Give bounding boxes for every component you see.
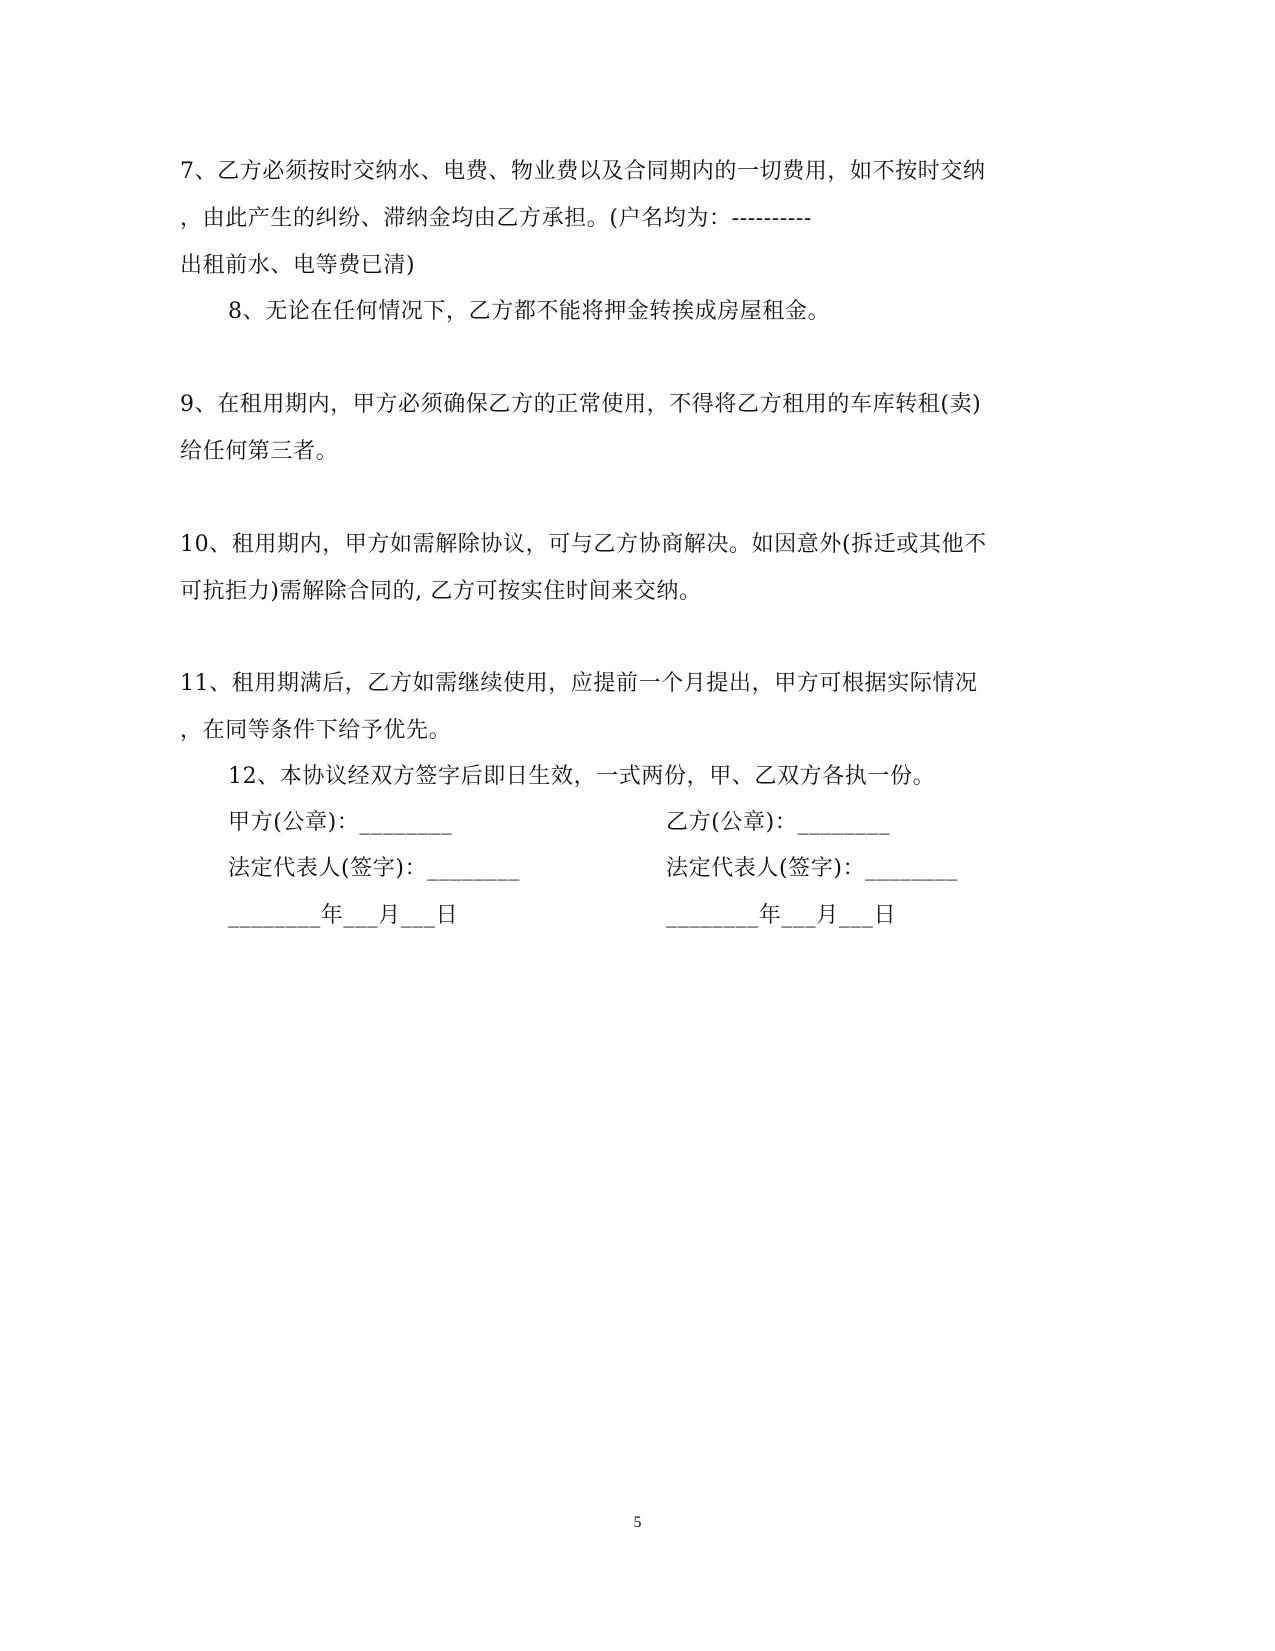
clause-7-line-3: 出租前水、电等费已清)	[180, 253, 416, 278]
party-b-date: ________年___月___日	[666, 903, 897, 928]
clause-11-line-1: 11、租用期满后，乙方如需继续使用，应提前一个月提出，甲方可根据实际情况	[180, 671, 978, 696]
clause-8-line-1: 8、无论在任何情况下，乙方都不能将押金转挨成房屋租金。	[228, 299, 831, 324]
party-a-seal: 甲方(公章)：________	[228, 810, 453, 835]
clause-10-line-2: 可抗拒力)需解除合同的, 乙方可按实住时间来交纳。	[180, 579, 702, 604]
clause-9-line-1: 9、在租用期内，甲方必须确保乙方的正常使用，不得将乙方租用的车库转租(卖)	[180, 392, 982, 417]
clause-9-line-2: 给任何第三者。	[180, 439, 339, 464]
party-b-representative: 法定代表人(签字)：________	[666, 856, 958, 881]
party-b-seal: 乙方(公章)：________	[666, 810, 891, 835]
party-a-representative: 法定代表人(签字)：________	[228, 856, 520, 881]
clause-11-line-2: ，在同等条件下给予优先。	[180, 718, 452, 743]
clause-10-line-1: 10、租用期内，甲方如需解除协议，可与乙方协商解决。如因意外(拆迁或其他不	[180, 532, 987, 557]
clause-7-line-2: ，由此产生的纠纷、滞纳金均由乙方承担。(户名均为：----------	[180, 206, 812, 231]
clause-12-line-1: 12、本协议经双方签字后即日生效，一式两份，甲、乙双方各执一份。	[228, 764, 936, 789]
page-number: 5	[633, 1514, 642, 1531]
party-a-date: ________年___月___日	[228, 903, 459, 928]
clause-7-line-1: 7、乙方必须按时交纳水、电费、物业费以及合同期内的一切费用，如不按时交纳	[180, 159, 986, 184]
